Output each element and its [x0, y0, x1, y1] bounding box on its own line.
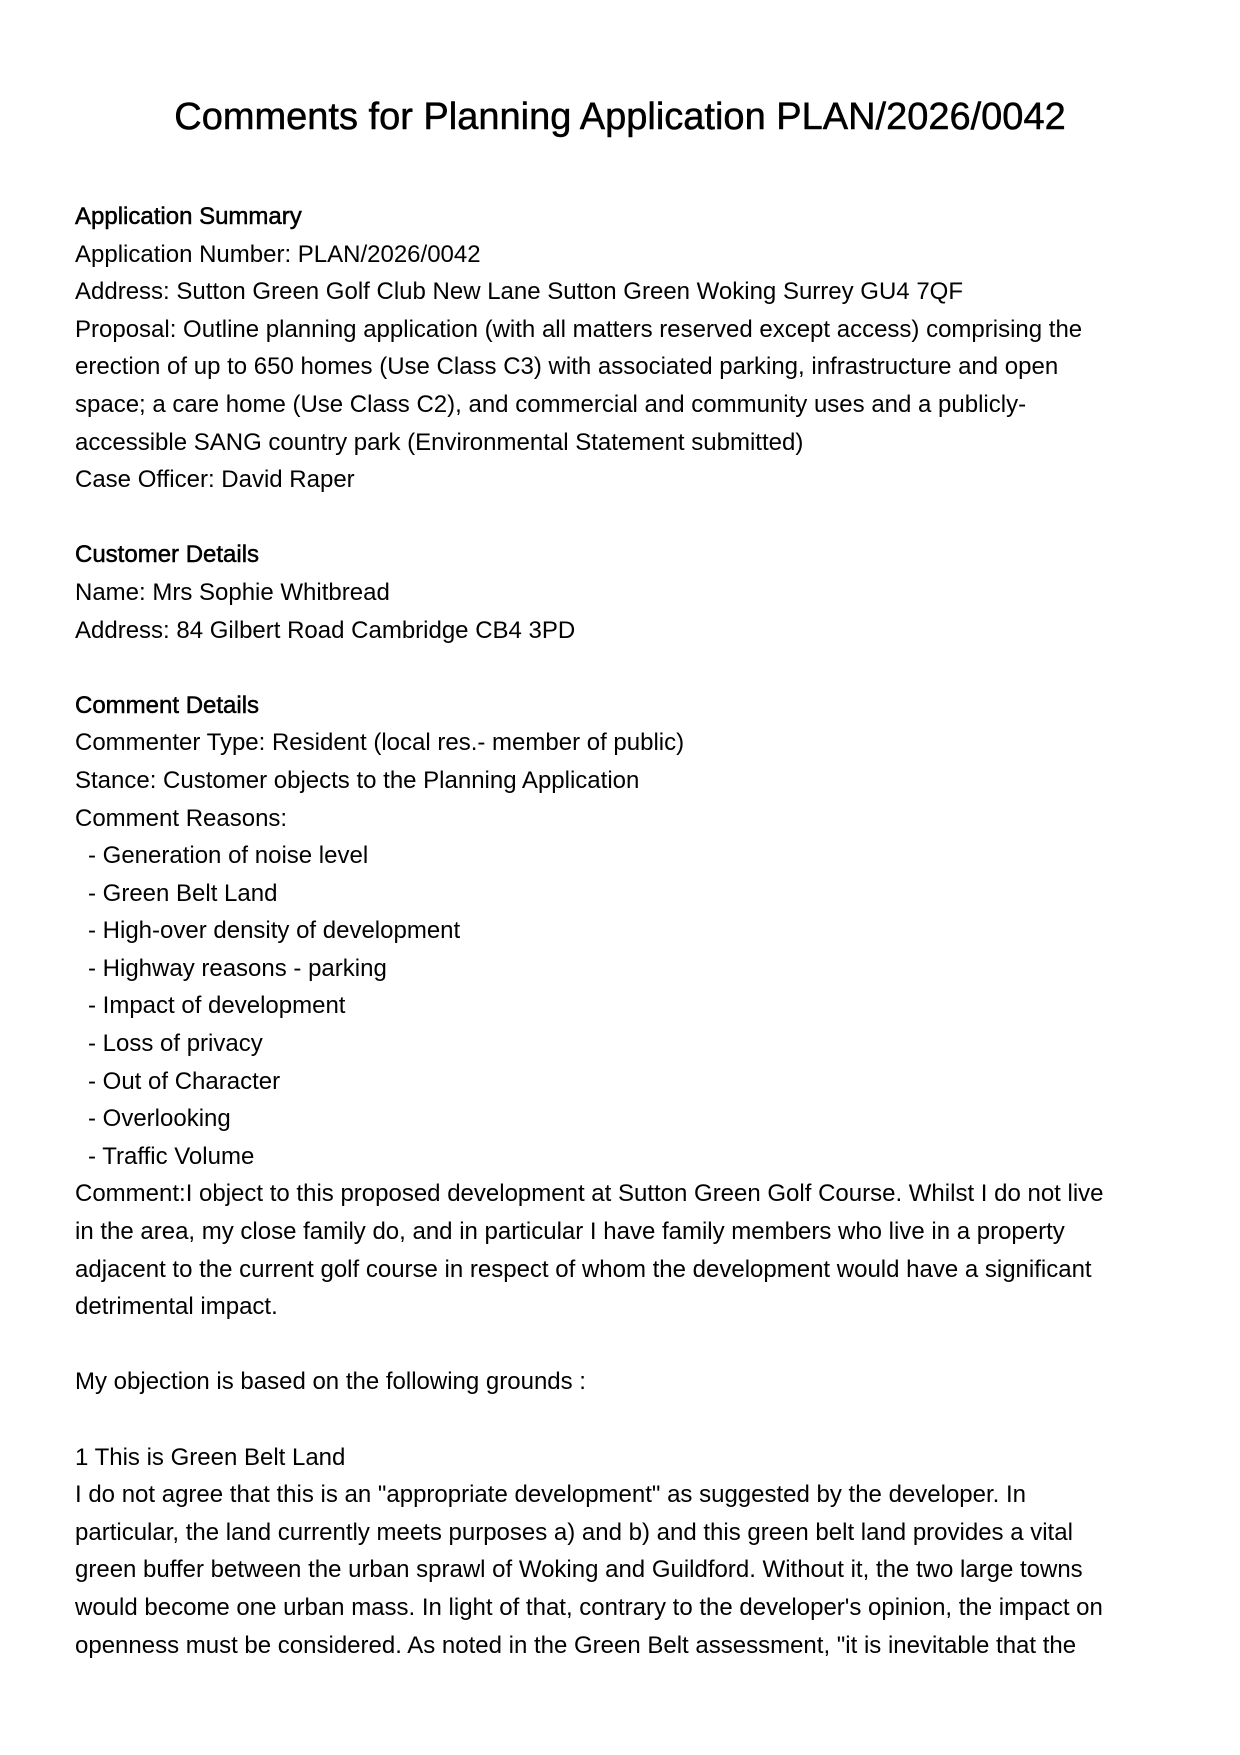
- reason-item: - Out of Character: [88, 1067, 281, 1095]
- ground-1-line: openness must be considered. As noted in the Green Belt assessment, "it is inevitable that the: [75, 1631, 1077, 1659]
- reason-item: - Loss of privacy: [88, 1030, 263, 1058]
- reason-item: - Green Belt Land: [88, 879, 278, 907]
- customer-details-heading: Customer Details: [75, 541, 260, 569]
- ground-1-line: would become one urban mass. In light of that, contrary to the developer's opinion, the impact on: [75, 1593, 1103, 1621]
- reason-item: - High-over density of development: [88, 917, 461, 945]
- paragraph-spacer: [75, 1401, 1170, 1439]
- application-address: Address: Sutton Green Golf Club New Lane Sutton Green Woking Surrey GU4 7QF: [75, 278, 963, 306]
- proposal-line: erection of up to 650 homes (Use Class C3) with associated parking, infrastructure and open: [75, 353, 1059, 381]
- comment-line: detrimental impact.: [75, 1293, 278, 1321]
- comment-line: adjacent to the current golf course in respect of whom the development would have a significant: [75, 1255, 1092, 1283]
- reason-item: - Traffic Volume: [88, 1142, 255, 1170]
- customer-details-section: [75, 536, 1170, 649]
- document-body: [75, 198, 1170, 1664]
- reason-item: - Generation of noise level: [88, 842, 369, 870]
- paragraph-spacer: [75, 1326, 1170, 1364]
- proposal-line: accessible SANG country park (Environmental Statement submitted): [75, 428, 804, 456]
- ground-1-title: 1 This is Green Belt Land: [75, 1443, 346, 1471]
- application-number: Application Number: PLAN/2026/0042: [75, 240, 481, 268]
- reason-item: - Impact of development: [88, 992, 346, 1020]
- proposal-line: space; a care home (Use Class C2), and commercial and community uses and a publicly-: [75, 390, 1027, 418]
- application-summary-heading: Application Summary: [75, 203, 302, 230]
- comment-details-heading: Comment Details: [75, 691, 260, 719]
- page-title: Comments for Planning Application PLAN/2026/0042: [174, 96, 1066, 138]
- grounds-intro: My objection is based on the following grounds :: [75, 1368, 586, 1396]
- proposal-line: Proposal: Outline planning application (with all matters reserved except access) comprising the: [75, 315, 1083, 343]
- section-spacer: [75, 499, 1170, 537]
- reason-item: - Overlooking: [88, 1105, 231, 1133]
- section-spacer: [75, 649, 1170, 687]
- customer-name: Name: Mrs Sophie Whitbread: [75, 578, 390, 606]
- application-summary-section: [75, 198, 1170, 499]
- ground-1-line: green buffer between the urban sprawl of Woking and Guildford. Without it, the two large towns: [75, 1556, 1083, 1584]
- reasons-label: Comment Reasons:: [75, 804, 288, 832]
- comment-line: Comment:I object to this proposed development at Sutton Green Golf Course. Whilst I do not live: [75, 1180, 1104, 1208]
- comment-details-section: [75, 687, 1170, 1664]
- stance: Stance: Customer objects to the Planning Application: [75, 766, 640, 794]
- reason-item: - Highway reasons - parking: [88, 954, 387, 982]
- comment-line: in the area, my close family do, and in particular I have family members who live in a property: [75, 1218, 1065, 1246]
- customer-address: Address: 84 Gilbert Road Cambridge CB4 3PD: [75, 616, 576, 644]
- ground-1-line: I do not agree that this is an "appropriate development" as suggested by the developer. In: [75, 1481, 1026, 1509]
- case-officer: Case Officer: David Raper: [75, 466, 355, 494]
- ground-1-line: particular, the land currently meets purposes a) and b) and this green belt land provides a vital: [75, 1518, 1073, 1546]
- commenter-type: Commenter Type: Resident (local res.- member of public): [75, 729, 685, 757]
